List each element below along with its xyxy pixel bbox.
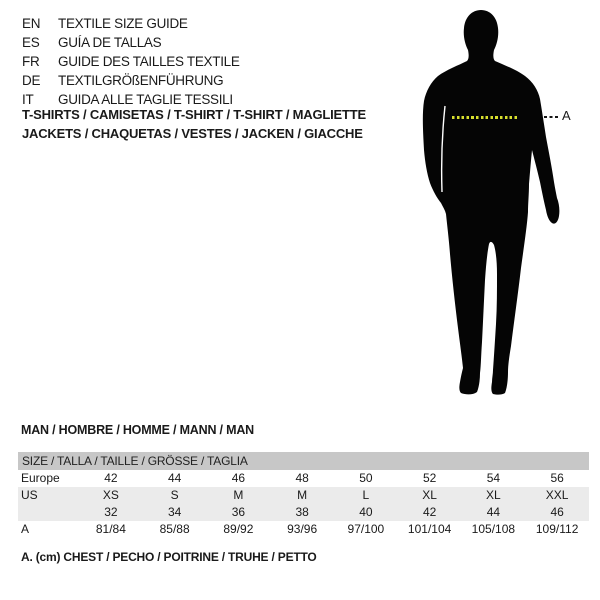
size-cell: 101/104 <box>407 522 452 536</box>
language-label: GUÍA DE TALLAS <box>58 35 162 50</box>
size-cell: 46 <box>550 505 564 519</box>
language-label: TEXTILE SIZE GUIDE <box>58 16 188 31</box>
size-cell: 36 <box>231 505 246 519</box>
size-cell: 93/96 <box>287 522 318 536</box>
size-cell: 38 <box>295 505 309 519</box>
size-cell: 34 <box>167 505 182 519</box>
measure-footnote: A. (cm) CHEST / PECHO / POITRINE / TRUHE / PETTO <box>21 550 317 564</box>
language-label: TEXTILGRÖßENFÜHRUNG <box>58 73 224 88</box>
category-tshirts: T-SHIRTS / CAMISETAS / T-SHIRT / T-SHIRT / MAGLIETTE <box>22 107 366 122</box>
size-cell: 105/108 <box>471 522 516 536</box>
size-cell: 32 <box>104 505 118 519</box>
size-cell: 97/100 <box>347 522 385 536</box>
size-cell: 42 <box>422 505 437 519</box>
category-jackets: JACKETS / CHAQUETAS / VESTES / JACKEN / GIACCHE <box>22 126 363 141</box>
size-table-header: SIZE / TALLA / TAILLE / GRÖSSE / TAGLIA <box>18 452 589 470</box>
language-code: IT <box>22 92 34 107</box>
size-cell: 46 <box>231 471 246 485</box>
language-code: EN <box>22 16 41 31</box>
size-cell: 40 <box>359 505 373 519</box>
size-cell: XS <box>102 488 119 502</box>
size-cell: 89/92 <box>223 522 254 536</box>
language-label: GUIDA ALLE TAGLIE TESSILI <box>58 92 233 107</box>
measure-line-extension <box>544 116 560 118</box>
size-cell: 48 <box>295 471 309 485</box>
language-code: FR <box>22 54 40 69</box>
man-silhouette <box>413 2 565 398</box>
size-cell: XXL <box>545 488 569 502</box>
table-row-europe <box>18 470 589 487</box>
size-cell: XL <box>486 488 501 502</box>
size-table <box>18 452 589 538</box>
size-cell: 44 <box>167 471 182 485</box>
size-cell: 52 <box>422 471 437 485</box>
language-label: GUIDE DES TAILLES TEXTILE <box>58 54 240 69</box>
section-title: MAN / HOMBRE / HOMME / MANN / MAN <box>21 423 254 437</box>
size-cell: XL <box>422 488 437 502</box>
row-label: A <box>21 522 30 536</box>
row-label <box>18 504 79 521</box>
size-cell: 56 <box>550 471 564 485</box>
size-cell: 109/112 <box>535 522 579 536</box>
size-cell: 44 <box>486 505 501 519</box>
row-label: Europe <box>21 471 60 485</box>
language-code: DE <box>22 73 41 88</box>
measure-label-a: A <box>562 108 571 123</box>
language-code: ES <box>22 35 40 50</box>
category-list <box>22 105 366 143</box>
size-cell: M <box>233 488 244 502</box>
chest-measure-line <box>452 116 518 119</box>
size-cell: 42 <box>104 471 118 485</box>
row-label: US <box>21 488 38 502</box>
size-cell: 54 <box>486 471 501 485</box>
table-row-us <box>18 487 589 504</box>
size-cell: S <box>170 488 179 502</box>
size-cell: 85/88 <box>159 522 190 536</box>
size-cell: 50 <box>359 471 373 485</box>
size-cell: M <box>297 488 308 502</box>
size-cell: L <box>362 488 370 502</box>
table-row-chest <box>18 521 589 538</box>
table-row-numeric <box>18 504 589 521</box>
size-cell: 81/84 <box>95 522 126 536</box>
